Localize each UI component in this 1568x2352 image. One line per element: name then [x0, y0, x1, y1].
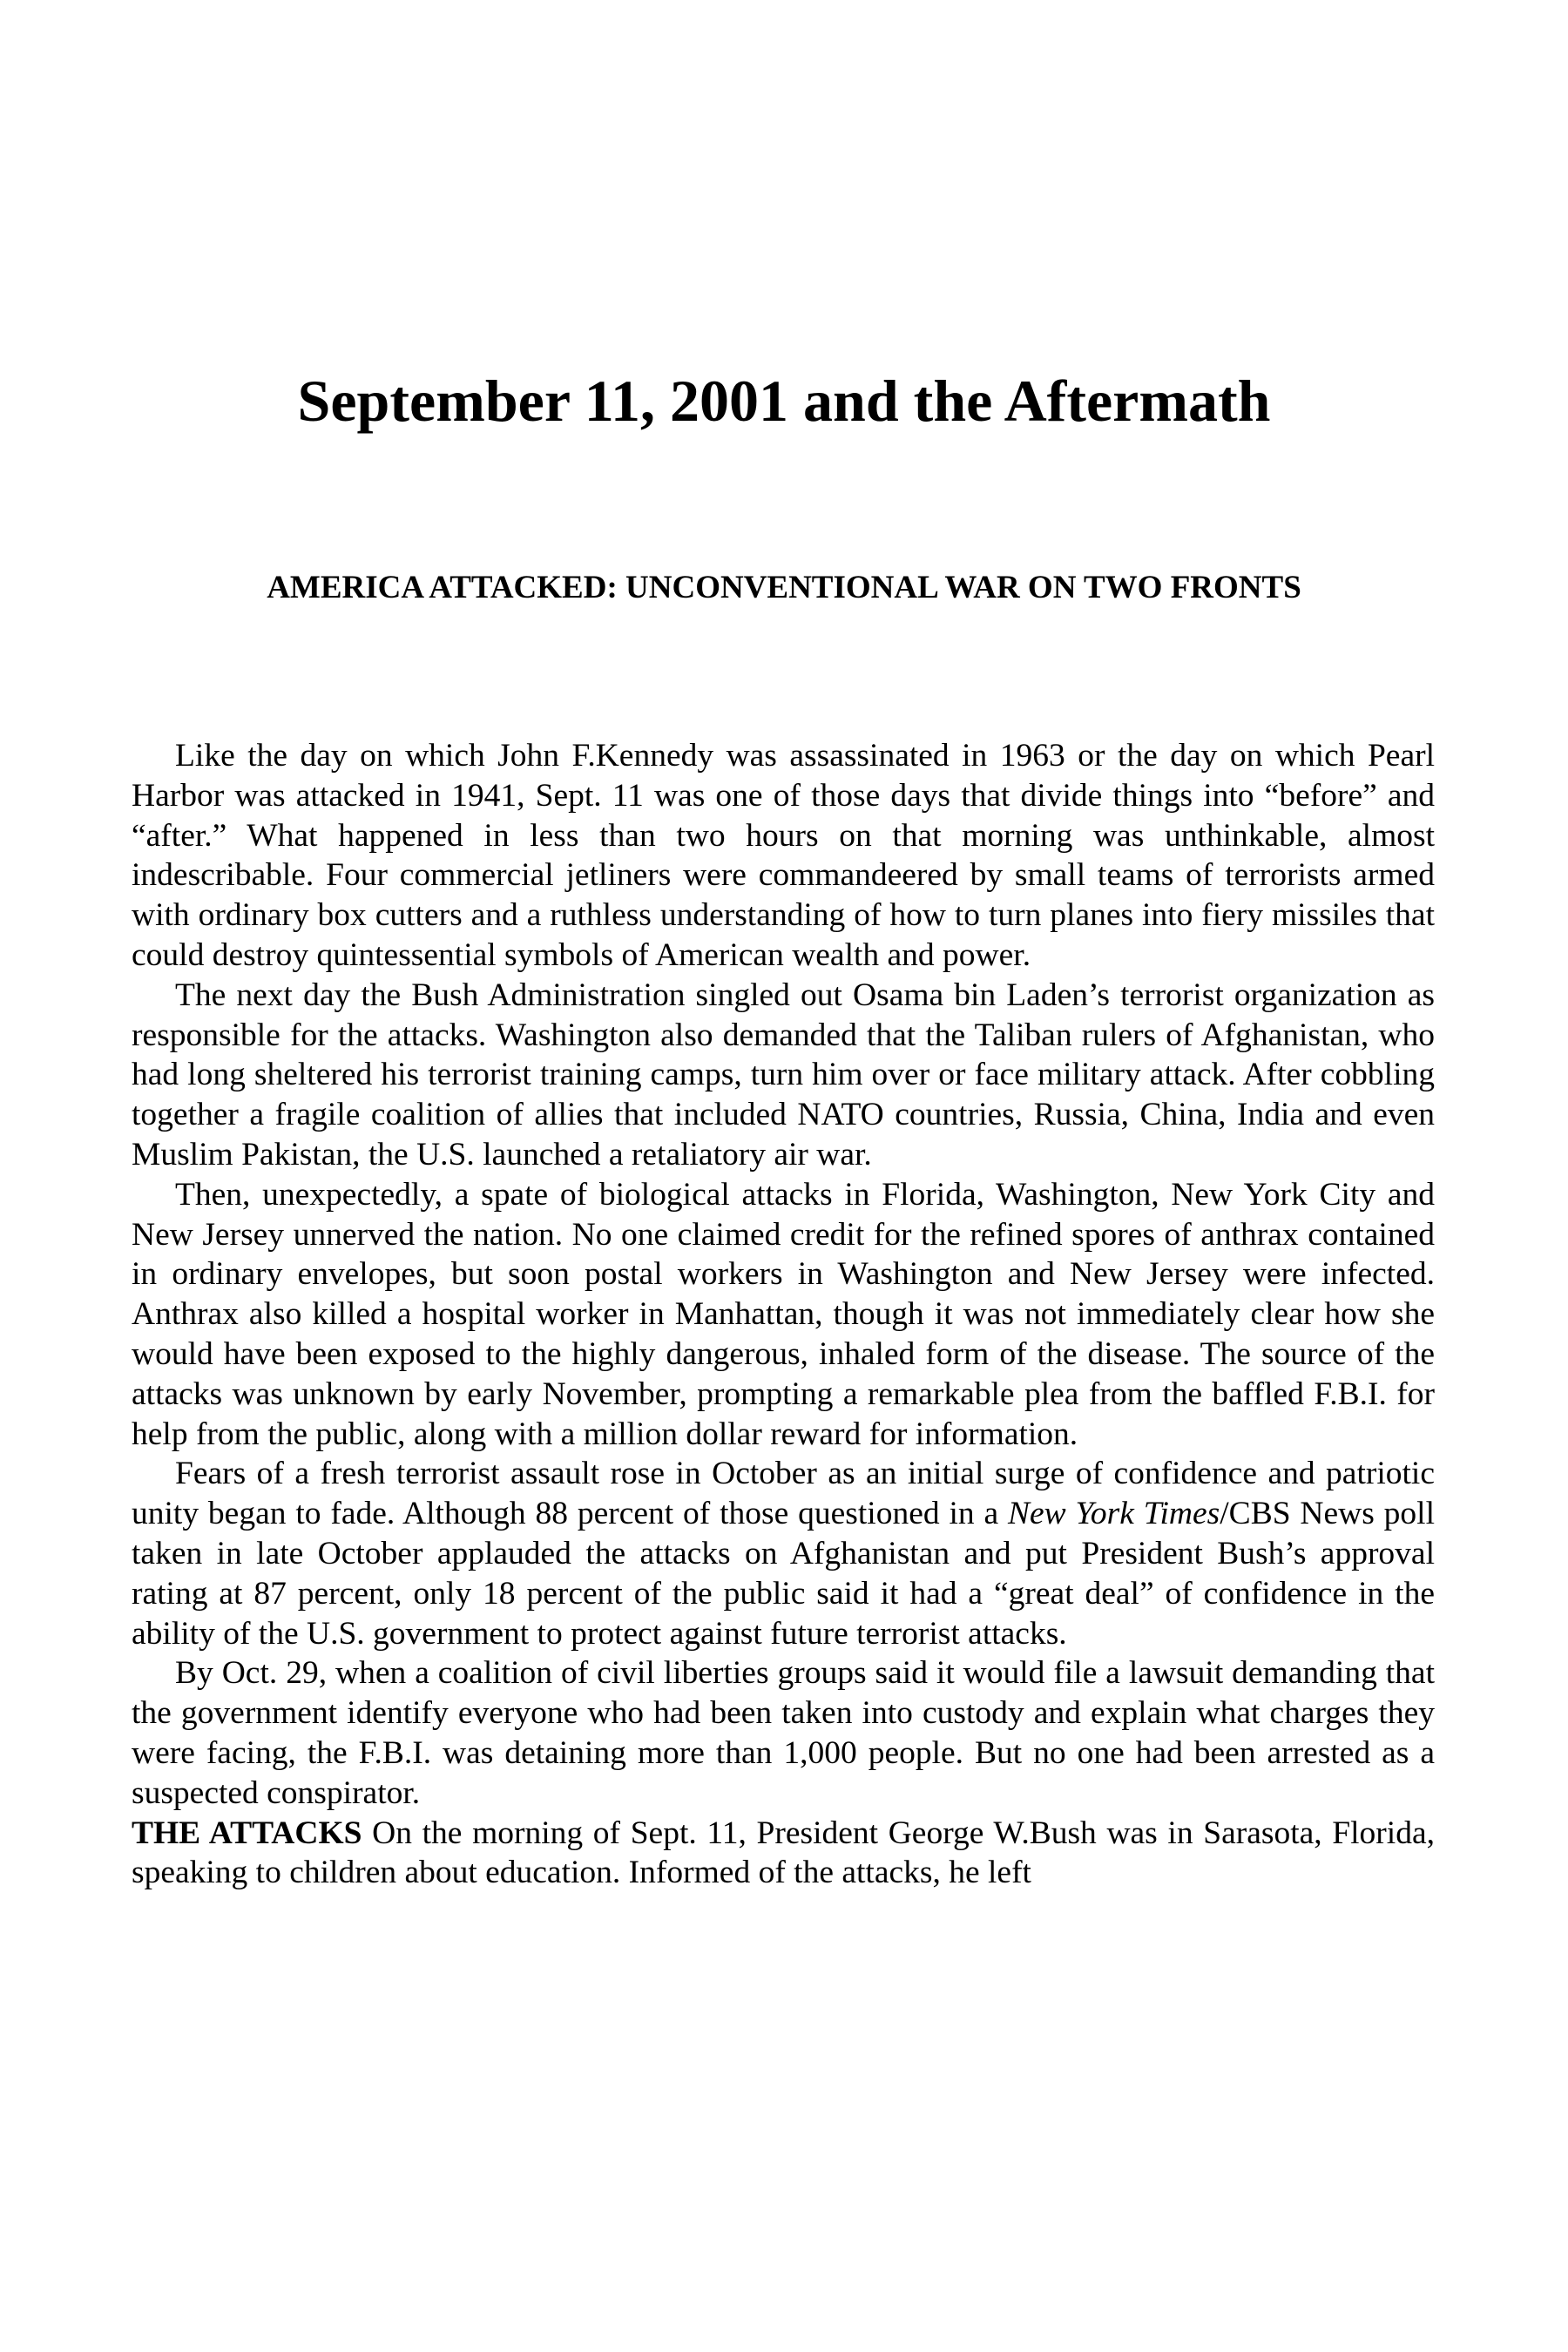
paragraph-4	[132, 1454, 1435, 1653]
run-in-heading: THE ATTACKS	[132, 1815, 362, 1851]
paragraph-3: Then, unexpectedly, a spate of biological attacks in Florida, Washington, New York City and New Jersey unnerved the nation. No one claimed credit for the refined spores of anthrax contained in ordinary envelopes, but soon postal workers in Washington and New Jersey were infected. Anthrax also killed a hospital worker in Manhattan, though it was not immediately clear how she would have been exposed to the highly dangerous, inhaled form of the disease. The source of the attacks was unknown by early November, prompting a remarkable plea from the baffled F.B.I. for help from the public, along with a million dollar reward for information.	[132, 1176, 1435, 1452]
paragraph-5: By Oct. 29, when a coalition of civil liberties groups said it would file a lawsuit demanding that the government identify everyone who had been taken into custody and explain what charges they were facing, the F.B.I. was detaining more than 1,000 people. But no one had been arrested as a suspected conspirator.	[132, 1655, 1435, 1811]
section-heading: AMERICA ATTACKED: UNCONVENTIONAL WAR ON TWO FRONTS	[267, 570, 1301, 605]
paragraph-6-text: On the morning of Sept. 11, President George W.Bush was in Sarasota, Florida, speaking to children about education. Informed of the attacks, he left	[132, 1815, 1435, 1891]
body-text	[132, 736, 1435, 1893]
page-title: September 11, 2001 and the Aftermath	[297, 368, 1271, 434]
paragraph-4-text-b: /CBS News poll taken in late October applauded the attacks on Afghanistan and put President Bush’s approval rating at 87 percent, only 18 percent of the public said it had a “great deal” of confidence in the ability of the U.S. government to protect against future terrorist attacks.	[132, 1496, 1435, 1652]
paragraph-4-text-a: Fears of a fresh terrorist assault rose in October as an initial surge of confidence and patriotic unity began to fade. Although 88 percent of those questioned in a	[132, 1456, 1435, 1532]
paragraph-1: Like the day on which John F.Kennedy was assassinated in 1963 or the day on which Pearl Harbor was attacked in 1941, Sept. 11 was one of those days that divide things into “before” and “after.” What happened in less than two hours on that morning was unthinkable, almost indescribable. Four commercial jetliners were commandeered by small teams of terrorists armed with ordinary box cutters and a ruthless understanding of how to turn planes into fiery missiles that could destroy quintessential symbols of American wealth and power.	[132, 738, 1435, 973]
paragraph-6	[132, 1814, 1435, 1894]
paragraph-2: The next day the Bush Administration singled out Osama bin Laden’s terrorist organization as responsible for the attacks. Washington also demanded that the Taliban rulers of Afghanistan, who had long sheltered his terrorist training camps, turn him over or face military attack. After cobbling together a fragile coalition of allies that included NATO countries, Russia, China, India and even Muslim Pakistan, the U.S. launched a retaliatory air war.	[132, 977, 1435, 1173]
publication-name: New York Times	[1007, 1496, 1220, 1532]
